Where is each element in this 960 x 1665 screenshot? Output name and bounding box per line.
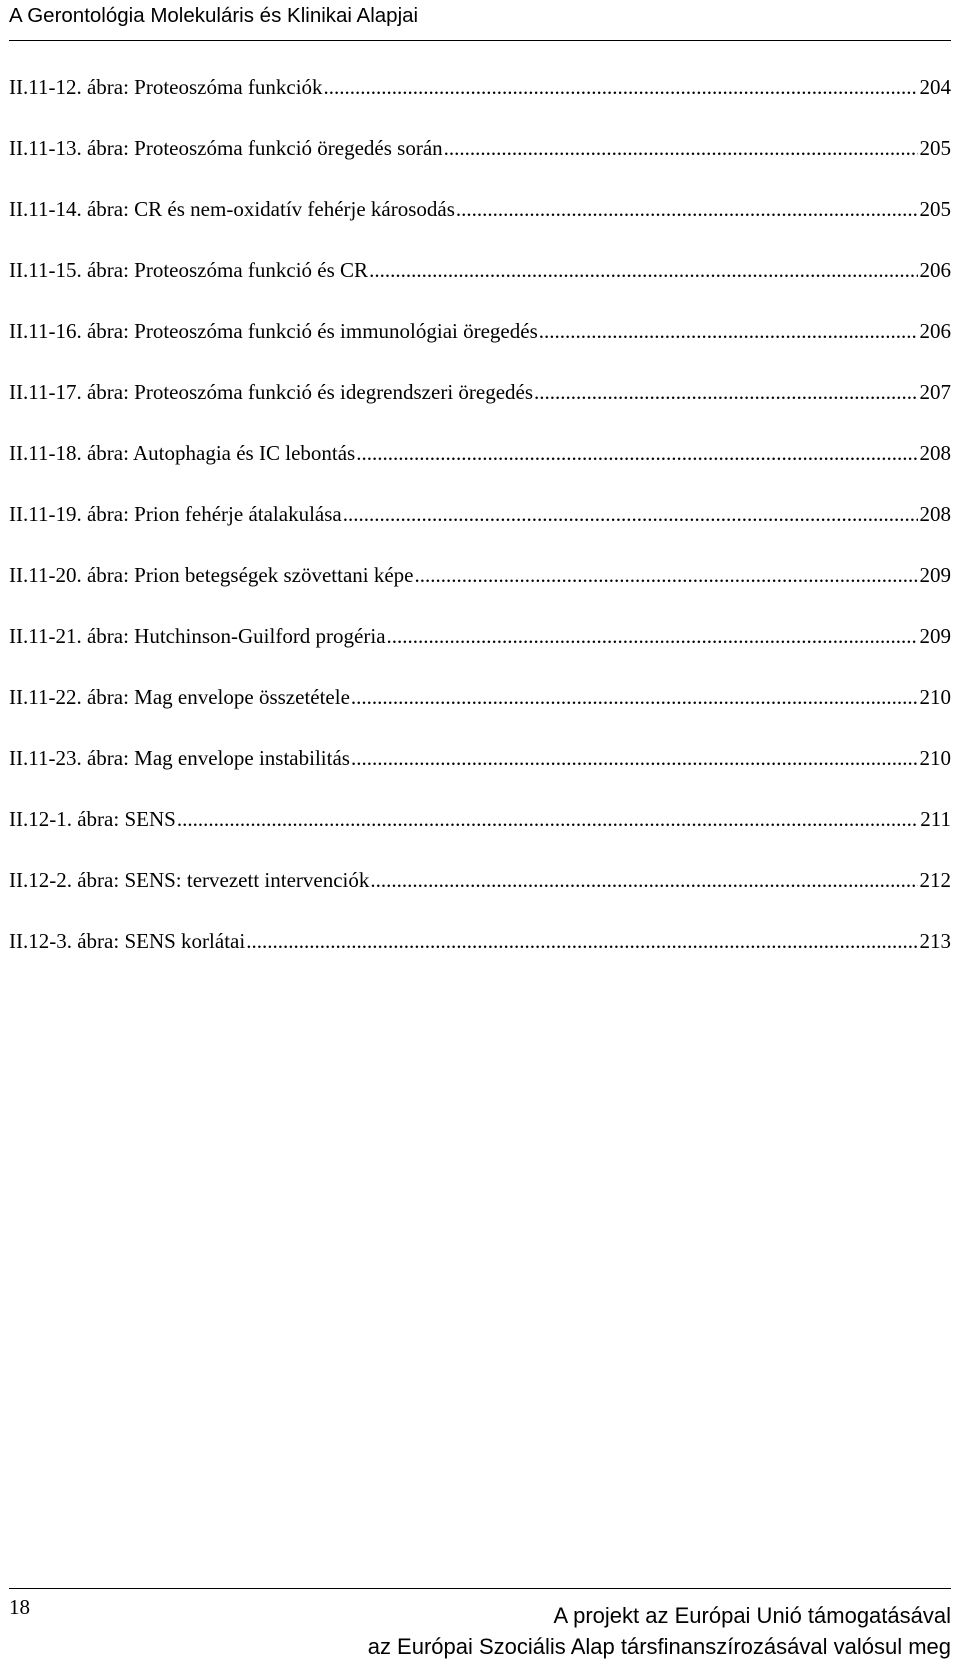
toc-entry[interactable] (9, 317, 951, 378)
toc-entry-label: II.11-23. ábra: Mag envelope instabilitás (9, 746, 350, 770)
toc-entry-label: II.11-21. ábra: Hutchinson-Guilford progéria (9, 624, 386, 648)
toc-entry-label: II.11-12. ábra: Proteoszóma funkciók (9, 75, 323, 99)
toc-entry-page-number: 213 (919, 929, 951, 953)
dot-leader (534, 378, 917, 406)
toc-entry-page-number: 210 (919, 746, 951, 770)
dot-leader (324, 73, 918, 101)
toc-entry-page-number: 211 (920, 807, 951, 831)
toc-entry[interactable] (9, 378, 951, 439)
toc-entry[interactable] (9, 256, 951, 317)
toc-entry-page-number: 208 (919, 441, 951, 465)
dot-leader (456, 195, 918, 223)
toc-entry[interactable] (9, 805, 951, 866)
dot-leader (356, 439, 917, 467)
toc-entry-page-number: 209 (919, 563, 951, 587)
toc-entry-label: II.11-14. ábra: CR és nem-oxidatív fehérje károsodás (9, 197, 455, 221)
toc-entry[interactable] (9, 134, 951, 195)
dot-leader (343, 500, 918, 528)
toc-entry-page-number: 204 (919, 75, 951, 99)
toc-entry-label: II.11-13. ábra: Proteoszóma funkció öregedés során (9, 136, 443, 160)
toc-entry-page-number: 206 (919, 319, 951, 343)
toc-entry-page-number: 207 (919, 380, 951, 404)
page-number: 18 (9, 1595, 30, 1619)
toc-entry-label: II.11-15. ábra: Proteoszóma funkció és CR (9, 258, 369, 282)
toc-entry-page-number: 210 (919, 685, 951, 709)
toc-entry-page-number: 205 (919, 197, 951, 221)
dot-leader (369, 256, 917, 284)
toc-entry-page-number: 208 (919, 502, 951, 526)
toc-entry[interactable] (9, 866, 951, 927)
toc-entry[interactable] (9, 439, 951, 500)
toc-entry[interactable] (9, 73, 951, 134)
footer-divider (9, 1588, 951, 1589)
toc-entry[interactable] (9, 622, 951, 683)
dot-leader (444, 134, 918, 162)
toc-entry-label: II.11-18. ábra: Autophagia és IC lebontás (9, 441, 356, 465)
funding-line-2: az Európai Szociális Alap társfinanszírozásával valósul meg (367, 1634, 951, 1659)
dot-leader (246, 927, 917, 955)
toc-entry-label: II.12-2. ábra: SENS: tervezett intervenciók (9, 868, 370, 892)
dot-leader (351, 744, 918, 772)
toc-entry[interactable] (9, 561, 951, 622)
toc-entry-page-number: 206 (919, 258, 951, 282)
dot-leader (539, 317, 918, 345)
list-of-figures (9, 73, 951, 988)
toc-entry[interactable] (9, 927, 951, 988)
funding-notice (368, 1600, 951, 1662)
toc-entry-label: II.12-1. ábra: SENS (9, 807, 176, 831)
toc-entry-label: II.11-22. ábra: Mag envelope összetétele (9, 685, 350, 709)
toc-entry[interactable] (9, 195, 951, 256)
dot-leader (415, 561, 918, 589)
toc-entry[interactable] (9, 744, 951, 805)
running-header (9, 0, 951, 41)
dot-leader (177, 805, 918, 833)
dot-leader (351, 683, 918, 711)
document-title: A Gerontológia Molekuláris és Klinikai Alapjai (9, 4, 419, 27)
funding-line-1: A projekt az Európai Unió támogatásával (553, 1603, 951, 1628)
toc-entry-label: II.11-17. ábra: Proteoszóma funkció és idegrendszeri öregedés (9, 380, 534, 404)
toc-entry[interactable] (9, 683, 951, 744)
dot-leader (370, 866, 917, 894)
toc-entry-label: II.12-3. ábra: SENS korlátai (9, 929, 246, 953)
toc-entry-label: II.11-19. ábra: Prion fehérje átalakulása (9, 502, 342, 526)
toc-entry-label: II.11-16. ábra: Proteoszóma funkció és immunológiai öregedés (9, 319, 538, 343)
toc-entry[interactable] (9, 500, 951, 561)
toc-entry-page-number: 212 (919, 868, 951, 892)
toc-entry-page-number: 205 (919, 136, 951, 160)
toc-entry-page-number: 209 (919, 624, 951, 648)
dot-leader (387, 622, 918, 650)
toc-entry-label: II.11-20. ábra: Prion betegségek szövettani képe (9, 563, 414, 587)
